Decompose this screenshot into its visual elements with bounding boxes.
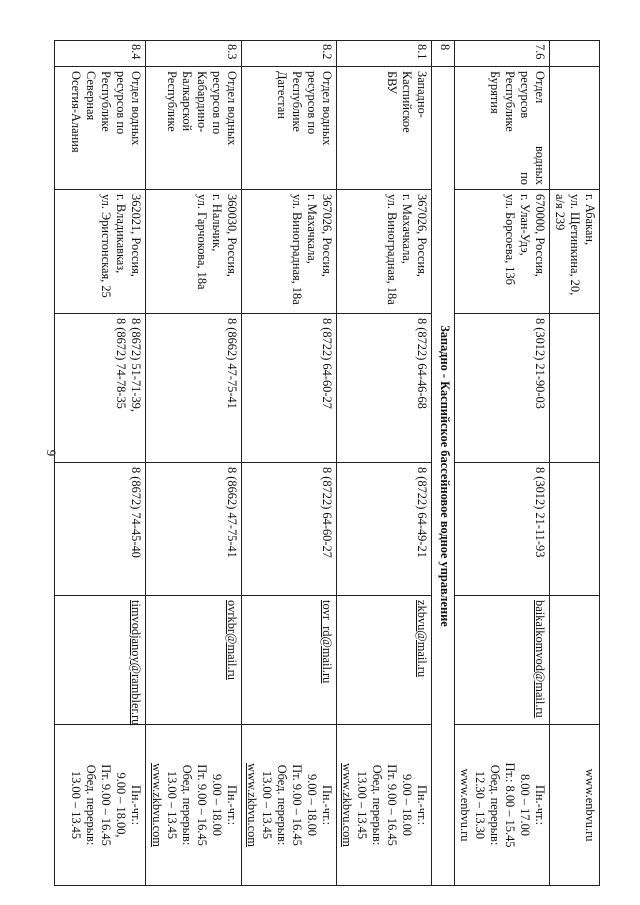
hours-line: 13.00 – 13.45 bbox=[355, 770, 369, 840]
org-line: Балкарской bbox=[180, 71, 194, 132]
table-row bbox=[146, 41, 242, 886]
phone-cell bbox=[455, 463, 550, 596]
num-cell bbox=[550, 41, 600, 67]
table-row bbox=[455, 41, 550, 886]
phone-cell bbox=[337, 314, 432, 463]
hours-line: Обед. перерыв: bbox=[180, 764, 194, 846]
email-link[interactable]: ovrkbr@mail.ru bbox=[225, 600, 239, 680]
phone-number: 8 (8662) 47-75-41 bbox=[225, 318, 239, 409]
hours-line: Обед. перерыв: bbox=[275, 764, 289, 846]
address-line: а/я 239 bbox=[553, 194, 567, 231]
section-row bbox=[432, 41, 455, 886]
hours-cell bbox=[337, 725, 432, 886]
row-number: 7.6 bbox=[455, 41, 550, 67]
hours-line: 13.00 – 13.45 bbox=[69, 770, 83, 840]
hours-line: Обед. перерыв: bbox=[84, 764, 98, 846]
org-line: Отдел водных bbox=[225, 71, 239, 146]
org-cell bbox=[455, 67, 550, 190]
fax-number: 8 (8672) 74-45-40 bbox=[129, 467, 143, 558]
table-frame bbox=[69, 40, 600, 885]
org-line: ресурсов по bbox=[210, 71, 224, 135]
hours-line: Обед. перерыв: bbox=[488, 764, 502, 846]
org-line: Кабардино- bbox=[195, 71, 209, 133]
email-link[interactable]: zkbvu@mail.ru bbox=[415, 600, 429, 678]
address-line: г. Махачкала, bbox=[400, 194, 414, 264]
hours-line: Пт. 9.00 – 16.45 bbox=[195, 764, 209, 846]
address-line: 367026, Россия, bbox=[320, 194, 334, 277]
org-line: Каспийское bbox=[400, 71, 414, 133]
row-number: 8.1 bbox=[337, 41, 432, 67]
hours-line: 12.30 – 13.30 bbox=[473, 770, 487, 840]
hours-line: 9.00 – 18.00, bbox=[114, 772, 128, 838]
website-link[interactable]: www.zkbvu.com bbox=[150, 763, 164, 847]
address-line: ул. Щетинкина, 20, bbox=[568, 194, 582, 296]
website-link[interactable]: www.enbvu.ru bbox=[458, 768, 472, 842]
phone-cell bbox=[550, 314, 600, 463]
address-line: 670000, Россия, bbox=[533, 194, 547, 277]
phone-cell bbox=[455, 314, 550, 463]
org-line: БВУ bbox=[385, 71, 399, 95]
org-line: Северная bbox=[84, 71, 98, 121]
phone-cell bbox=[55, 463, 146, 596]
hours-line: 9.00 – 18.00 bbox=[210, 774, 224, 836]
address-line: г. Нальчик, bbox=[210, 194, 224, 252]
address-cell bbox=[337, 190, 432, 314]
org-line: Отдел водных bbox=[129, 71, 143, 146]
email-cell bbox=[550, 596, 600, 725]
org-line: ресурсов по bbox=[114, 71, 128, 135]
address-line: ул. Борсоева, 13б bbox=[503, 194, 517, 285]
address-line: 367026, Россия, bbox=[415, 194, 429, 277]
phone-number: 8 (8672) 74-78-35 bbox=[114, 318, 128, 409]
hours-line: Пн.-чт.: bbox=[533, 784, 547, 826]
website-link[interactable]: www.zkbvu.com bbox=[245, 763, 259, 847]
address-cell bbox=[242, 190, 337, 314]
hours-cell bbox=[242, 725, 337, 886]
fax-number: 8 (8722) 64-49-21 bbox=[415, 467, 429, 558]
hours-cell bbox=[146, 725, 242, 886]
org-line: Республике bbox=[290, 71, 304, 132]
hours-line: Пн.-чт.: bbox=[129, 784, 143, 826]
hours-line: 8.00 – 17.00 bbox=[518, 774, 532, 836]
hours-line: Обед. перерыв: bbox=[370, 764, 384, 846]
fax-number: 8 (3012) 21-11-93 bbox=[533, 467, 547, 558]
hours-line: 13.00 – 13.45 bbox=[260, 770, 274, 840]
section-number: 8 bbox=[432, 41, 455, 67]
hours-line: Пн.-чт.: bbox=[415, 784, 429, 826]
org-line: Республике bbox=[99, 71, 113, 132]
water-authorities-table bbox=[54, 40, 600, 886]
org-cell bbox=[146, 67, 242, 190]
org-line: ресурсов по bbox=[305, 71, 319, 135]
hours-line: 13.00 – 13.45 bbox=[165, 770, 179, 840]
email-cell bbox=[146, 596, 242, 725]
email-cell bbox=[55, 596, 146, 725]
address-line: г. Абакан, bbox=[583, 194, 597, 246]
table-row bbox=[337, 41, 432, 886]
hours-line: Пт. 9.00 – 16.45 bbox=[99, 764, 113, 846]
row-number: 8.4 bbox=[55, 41, 146, 67]
hours-cell bbox=[55, 725, 146, 886]
address-line: ул. Виноградная, 18а bbox=[290, 194, 304, 305]
phone-cell bbox=[242, 314, 337, 463]
page-number: 9 bbox=[44, 449, 59, 457]
email-cell bbox=[337, 596, 432, 725]
org-line: ресурсов по bbox=[518, 71, 532, 185]
address-line: г. Махачкала, bbox=[305, 194, 319, 264]
hours-cell bbox=[455, 725, 550, 886]
address-cell bbox=[455, 190, 550, 314]
phone-cell bbox=[242, 463, 337, 596]
org-line: Республике bbox=[165, 71, 179, 132]
email-link[interactable]: tovr_rd@mail.ru bbox=[320, 600, 334, 684]
address-cell bbox=[146, 190, 242, 314]
phone-cell bbox=[550, 463, 600, 596]
org-cell bbox=[550, 67, 600, 190]
table-row bbox=[55, 41, 146, 886]
org-cell bbox=[337, 67, 432, 190]
email-cell bbox=[455, 596, 550, 725]
address-line: ул. Гарчокова, 18а bbox=[195, 194, 209, 290]
website-link[interactable]: www.zkbvu.com bbox=[340, 763, 354, 847]
website-link[interactable]: www.enbvu.ru bbox=[583, 768, 597, 842]
phone-number: 8 (3012) 21-90-03 bbox=[533, 318, 547, 409]
address-line: 360030, Россия, bbox=[225, 194, 239, 277]
table-row-top bbox=[550, 41, 600, 886]
hours-line: 9.00 – 18.00 bbox=[305, 774, 319, 836]
hours-line: 9.00 – 18.00 bbox=[400, 774, 414, 836]
website-cell bbox=[550, 725, 600, 886]
email-link[interactable]: baikalkomvod@mail.ru bbox=[533, 600, 547, 718]
hours-line: Пт. 9.00 – 16.45 bbox=[290, 764, 304, 846]
org-line: Западно- bbox=[415, 71, 429, 118]
phone-number: 8 (8722) 64-46-68 bbox=[415, 318, 429, 409]
hours-line: Пн.-чт.: bbox=[320, 784, 334, 826]
address-line: ул. Эристонская, 25 bbox=[99, 194, 113, 298]
rotated-table-wrapper bbox=[69, 40, 600, 885]
address-cell bbox=[550, 190, 600, 314]
hours-line: Пт. 9.00 – 16.45 bbox=[385, 764, 399, 846]
phone-cell bbox=[337, 463, 432, 596]
phone-cell bbox=[146, 463, 242, 596]
address-line: ул. Виноградная, 18а bbox=[385, 194, 399, 305]
email-link[interactable]: timvodjanoy@rambler.ru bbox=[129, 600, 143, 726]
org-line: Отдел водных bbox=[320, 71, 334, 146]
hours-line: Пн.-чт.: bbox=[225, 784, 239, 826]
address-cell bbox=[55, 190, 146, 314]
org-line: Бурятия bbox=[488, 71, 502, 114]
org-cell bbox=[242, 67, 337, 190]
fax-number: 8 (8722) 64-60-27 bbox=[320, 467, 334, 558]
address-line: г. Владикавказ, bbox=[114, 194, 128, 274]
org-line: Отдел водных bbox=[533, 71, 547, 185]
phone-number: 8 (8722) 64-60-27 bbox=[320, 318, 334, 409]
row-number: 8.3 bbox=[146, 41, 242, 67]
section-title: Западно - Каспийское бассейновое водное управление bbox=[432, 67, 455, 886]
email-cell bbox=[242, 596, 337, 725]
phone-cell bbox=[55, 314, 146, 463]
address-line: 362021, Россия, bbox=[129, 194, 143, 277]
org-line: Республике bbox=[503, 71, 517, 132]
org-line: Дагестан bbox=[275, 71, 289, 119]
org-line: Осетия-Алания bbox=[69, 71, 83, 153]
address-line: г. Улан-Удэ, bbox=[518, 194, 532, 256]
phone-cell bbox=[146, 314, 242, 463]
row-number: 8.2 bbox=[242, 41, 337, 67]
hours-line: Пт.: 8.00 – 15.45 bbox=[503, 762, 517, 848]
fax-number: 8 (8662) 47-75-41 bbox=[225, 467, 239, 558]
org-cell bbox=[55, 67, 146, 190]
table-row bbox=[242, 41, 337, 886]
phone-number: 8 (8672) 51-71-39, bbox=[129, 318, 143, 412]
